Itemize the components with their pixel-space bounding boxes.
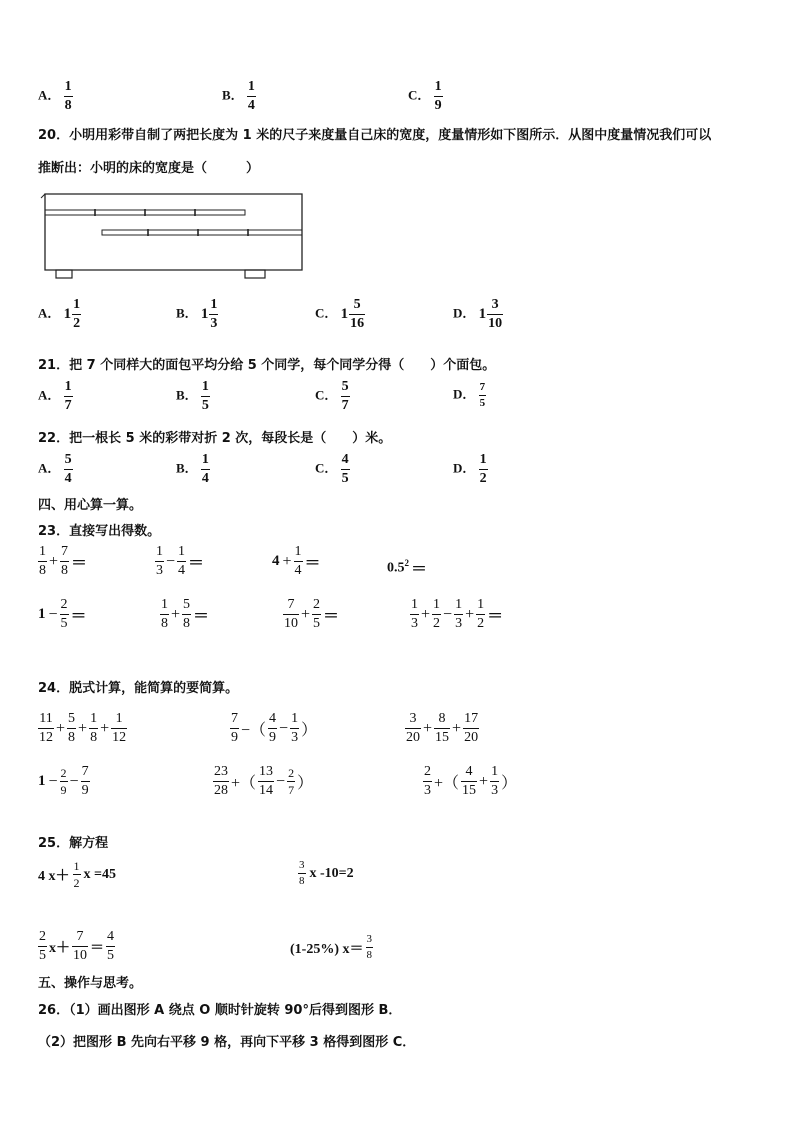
- q19-option-b: B． $\frac{1}{4}$: [222, 79, 255, 113]
- q22-text: 22．把一根长 5 米的彩带对折 2 次，每段长是（ ）米。: [38, 431, 392, 446]
- q24-expr-2: $\frac{7}{9}$ −（ $\frac{4}{9}$ − $\frac{1}{3}$ ）: [231, 711, 318, 745]
- q25-equation-1: 4 x＋ $\frac{1}{2}$ x =45: [38, 859, 116, 890]
- q20-option-a: A． 1 $\frac{1}{2}$: [38, 297, 81, 331]
- q23-expr-5: 1 − $\frac{2}{5}$ ＝: [38, 597, 87, 631]
- q20-option-d: D． 1 $\frac{3}{10}$: [453, 297, 503, 331]
- q23-expr-6: $\frac{1}{8}$ + $\frac{5}{8}$ ＝: [161, 597, 210, 631]
- q19-option-a: A． $\frac{1}{8}$: [38, 79, 72, 113]
- q19-option-c: C． $\frac{1}{9}$: [408, 79, 442, 113]
- q21-option-a: A． $\frac{1}{7}$: [38, 379, 72, 413]
- q26-part2: （2）把图形 B 先向右平移 9 格，再向下平移 3 格得到图形 C．: [38, 1035, 416, 1050]
- q23-expr-7: $\frac{7}{10}$ + $\frac{2}{5}$ ＝: [284, 597, 340, 631]
- q24-expr-3: $\frac{3}{20}$ + $\frac{8}{15}$ + $\frac{17}{20}$: [406, 711, 479, 745]
- q23-title: 23．直接写出得数。: [38, 524, 161, 539]
- q22-option-b: B． $\frac{1}{4}$: [176, 452, 209, 486]
- q26-part1: 26．（1）画出图形 A 绕点 O 顺时针旋转 90°后得到图形 B．: [38, 1003, 402, 1018]
- q24-expr-4: 1 − $\frac{2}{9}$ − $\frac{7}{9}$: [38, 764, 89, 798]
- q23-expr-8: $\frac{1}{3}$ + $\frac{1}{2}$ − $\frac{1}{3}$ + $\frac{1}{2}$ ＝: [411, 597, 504, 631]
- q23-expr-2: $\frac{1}{3}$ − $\frac{1}{4}$ ＝: [156, 544, 205, 578]
- q23-expr-4: $0.5^2$ ＝: [387, 558, 428, 578]
- q20-option-b: B． 1 $\frac{1}{3}$: [176, 297, 218, 331]
- q20-option-c: C． 1 $\frac{5}{16}$: [315, 297, 365, 331]
- q20-text-line2: 推断出：小明的床的宽度是（ ）: [38, 161, 260, 176]
- q24-expr-5: $\frac{23}{28}$ +（ $\frac{13}{14}$ − $\frac{2}{7}$ ）: [214, 764, 314, 798]
- q20-text-line1: 20．小明用彩带自制了两把长度为 1 米的尺子来度量自己床的宽度，度量情形如下图所示．从图中度量情况我们可以: [38, 128, 712, 143]
- q23-expr-1: $\frac{1}{8}$ + $\frac{7}{8}$ ＝: [39, 544, 88, 578]
- bed-ruler-figure: [40, 188, 310, 280]
- q24-title: 24．脱式计算，能简算的要简算。: [38, 681, 239, 696]
- q25-equation-3: $\frac{2}{5}$ x＋ $\frac{7}{10}$ ＝ $\frac{4}{5}$: [39, 929, 114, 963]
- q22-option-d: D． $\frac{1}{2}$: [453, 452, 487, 486]
- q21-option-b: B． $\frac{1}{5}$: [176, 379, 209, 413]
- q22-option-c: C． $\frac{4}{5}$: [315, 452, 349, 486]
- q25-title: 25．解方程: [38, 836, 109, 851]
- q24-expr-1: $\frac{11}{12}$ + $\frac{5}{8}$ + $\frac{1}{8}$ + $\frac{1}{12}$: [39, 711, 127, 745]
- section-4-heading: 四、用心算一算。: [38, 498, 143, 513]
- q21-option-c: C． $\frac{5}{7}$: [315, 379, 349, 413]
- q21-option-d: D． $\frac{7}{5}$: [453, 381, 486, 409]
- q22-option-a: A． $\frac{5}{4}$: [38, 452, 72, 486]
- q23-expr-3: 4 + $\frac{1}{4}$ ＝: [272, 544, 321, 578]
- q25-equation-4: (1-25%) x＝ $\frac{3}{8}$: [290, 933, 372, 961]
- section-5-heading: 五、操作与思考。: [38, 976, 143, 991]
- q24-expr-6: $\frac{2}{3}$ +（ $\frac{4}{15}$ + $\frac{1}{3}$ ）: [424, 764, 518, 798]
- q21-text: 21．把 7 个同样大的面包平均分给 5 个同学，每个同学分得（ ）个面包。: [38, 358, 496, 373]
- q25-equation-2: $\frac{3}{8}$ x -10=2: [299, 859, 354, 887]
